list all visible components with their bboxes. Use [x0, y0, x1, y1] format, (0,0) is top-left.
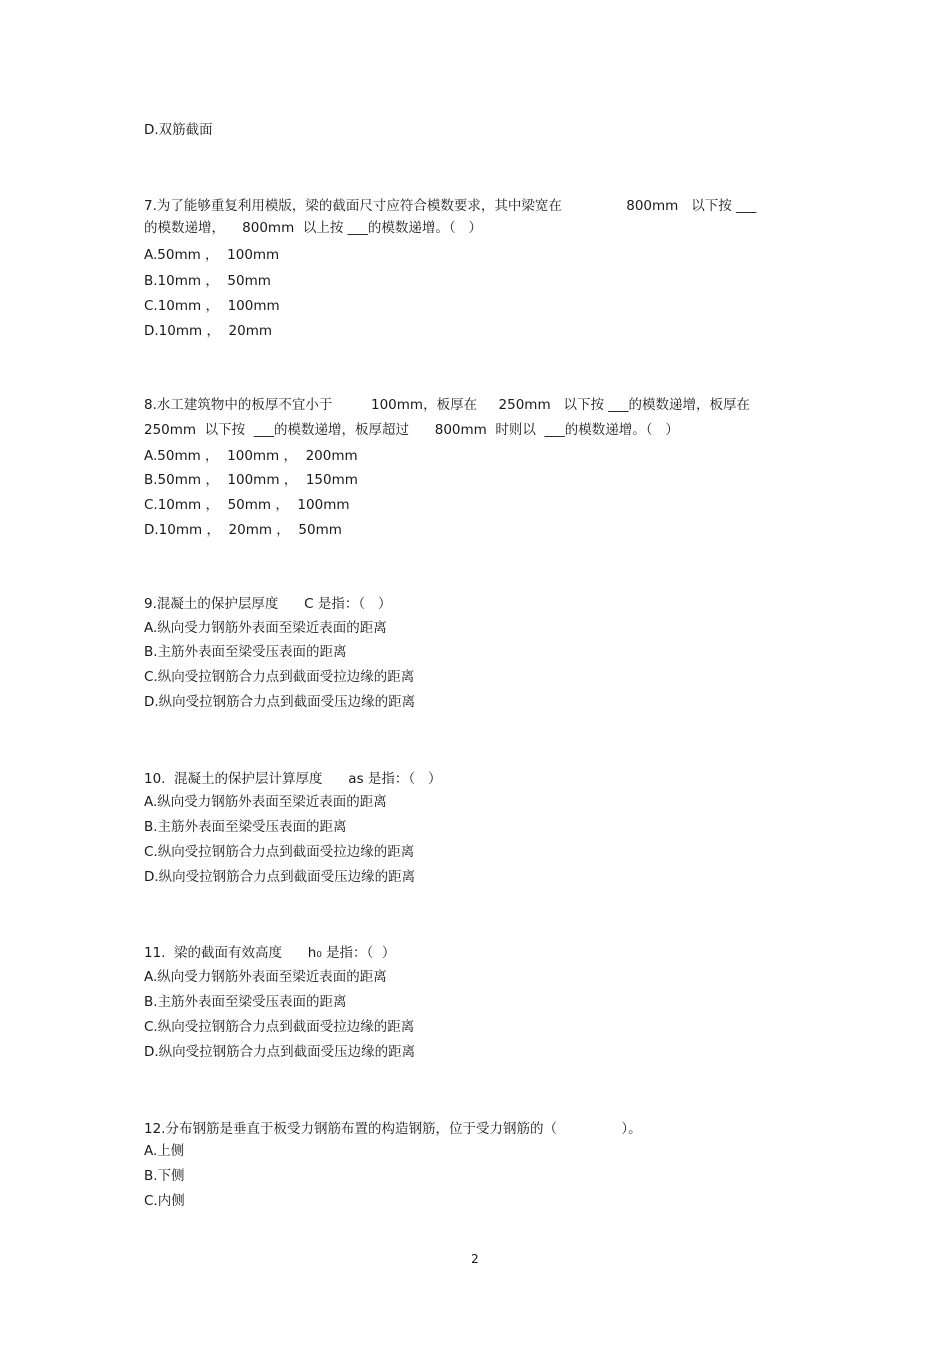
- q7-stem-line2: 的模数递增， 800mm 以上按 ___的模数递增。（ ）: [144, 220, 482, 236]
- q9-option-d: D.纵向受拉钢筋合力点到截面受压边缘的距离: [144, 694, 416, 710]
- q9-option-b: B.主筋外表面至梁受压表面的距离: [144, 644, 347, 660]
- q10-option-c: C.纵向受拉钢筋合力点到截面受拉边缘的距离: [144, 844, 415, 860]
- q8-stem-line1: 8.水工建筑物中的板厚不宜小于 100mm，板厚在 250mm 以下按 ___的模数递增，板厚在: [144, 397, 751, 413]
- q7-option-a: A.50mm ， 100mm: [144, 247, 280, 263]
- q8-option-c: C.10mm ， 50mm ， 100mm: [144, 497, 350, 513]
- q9-option-c: C.纵向受拉钢筋合力点到截面受拉边缘的距离: [144, 669, 415, 685]
- q7-option-d: D.10mm ， 20mm: [144, 323, 273, 339]
- q12-option-b: B.下侧: [144, 1168, 185, 1184]
- q9-option-a: A.纵向受力钢筋外表面至梁近表面的距离: [144, 620, 387, 636]
- page-number: 2: [471, 1252, 479, 1266]
- q12-stem: 12.分布钢筋是垂直于板受力钢筋布置的构造钢筋，位于受力钢筋的（ ）。: [144, 1121, 642, 1137]
- q7-option-c: C.10mm ， 100mm: [144, 298, 280, 314]
- q8-stem-line2: 250mm 以下按 ___的模数递增，板厚超过 800mm 时则以 ___的模数递增。（ ）: [144, 422, 679, 438]
- q12-option-c: C.内侧: [144, 1193, 185, 1209]
- q8-option-d: D.10mm ， 20mm ， 50mm: [144, 522, 342, 538]
- q11-option-c: C.纵向受拉钢筋合力点到截面受拉边缘的距离: [144, 1019, 415, 1035]
- q10-option-d: D.纵向受拉钢筋合力点到截面受压边缘的距离: [144, 869, 416, 885]
- q10-option-a: A.纵向受力钢筋外表面至梁近表面的距离: [144, 794, 387, 810]
- q7-option-b: B.10mm ， 50mm: [144, 273, 271, 289]
- q10-stem: 10. 混凝土的保护层计算厚度 as 是指：（ ）: [144, 771, 442, 787]
- q8-option-b: B.50mm ， 100mm ， 150mm: [144, 472, 358, 488]
- q9-stem: 9.混凝土的保护层厚度 C 是指：（ ）: [144, 596, 392, 612]
- q12-option-a: A.上侧: [144, 1143, 185, 1159]
- q11-option-d: D.纵向受拉钢筋合力点到截面受压边缘的距离: [144, 1044, 416, 1060]
- q7-stem-line1: 7.为了能够重复利用模版，梁的截面尺寸应符合模数要求，其中梁宽在 800mm 以下按 ___: [144, 198, 757, 214]
- q11-stem: 11. 梁的截面有效高度 h₀ 是指：（ ）: [144, 945, 396, 961]
- q11-option-b: B.主筋外表面至梁受压表面的距离: [144, 994, 347, 1010]
- q6-option-d: D.双筋截面: [144, 122, 213, 138]
- q8-option-a: A.50mm ， 100mm ， 200mm: [144, 448, 358, 464]
- q10-option-b: B.主筋外表面至梁受压表面的距离: [144, 819, 347, 835]
- q11-option-a: A.纵向受力钢筋外表面至梁近表面的距离: [144, 969, 387, 985]
